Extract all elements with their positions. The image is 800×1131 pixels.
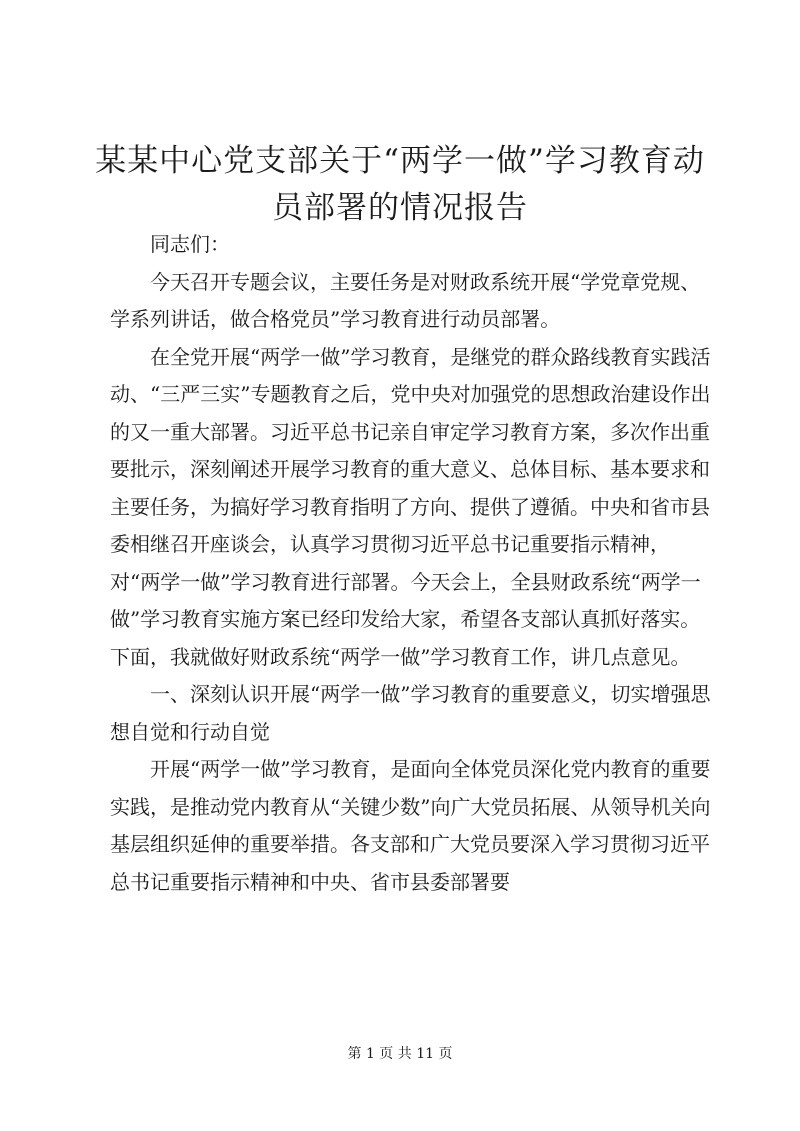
section-heading: 一、深刻认识开展“两学一做”学习教育的重要意义，切实增强思想自觉和行动自觉 xyxy=(110,682,711,744)
document-body xyxy=(110,226,720,901)
page-number-footer: 第 1 页 共 11 页 xyxy=(347,1046,453,1062)
body-paragraph: 在全党开展“两学一做”学习教育，是继党的群众路线教育实践活动、“三严三实”专题教育之后，党中央对加强党的思想政治建设作出的又一重大部署。习近平总书记亲自审定学习教育方案，多次作出重要批示，深刻阐述开展学习教育的重大意义、总体目标、基本要求和主要任务，为搞好学习教育指明了方向、提供了遵循。中央和省市县委相继召开座谈会，认真学习贯彻习近平总书记重要指示精神，对“两学一做”学习教育进行部署。今天会上，全县财政系统“两学一做”学习教育实施方案已经印发给大家，希望各支部认真抓好落实。下面，我就做好财政系统“两学一做”学习教育工作，讲几点意见。 xyxy=(110,344,711,669)
salutation-paragraph: 同志们： xyxy=(150,232,230,256)
body-paragraph: 今天召开专题会议，主要任务是对财政系统开展“学党章党规、学系列讲话，做合格党员”学习教育进行动员部署。 xyxy=(110,269,701,331)
document-title: 某某中心党支部关于“两学一做”学习教育动员部署的情况报告 xyxy=(95,143,705,226)
body-paragraph: 开展“两学一做”学习教育，是面向全体党员深化党内教育的重要实践，是推动党内教育从“关键少数”向广大党员拓展、从领导机关向基层组织延伸的重要举措。各支部和广大党员要深入学习贯彻习近平总书记重要指示精神和中央、省市县委部署要 xyxy=(110,757,711,894)
